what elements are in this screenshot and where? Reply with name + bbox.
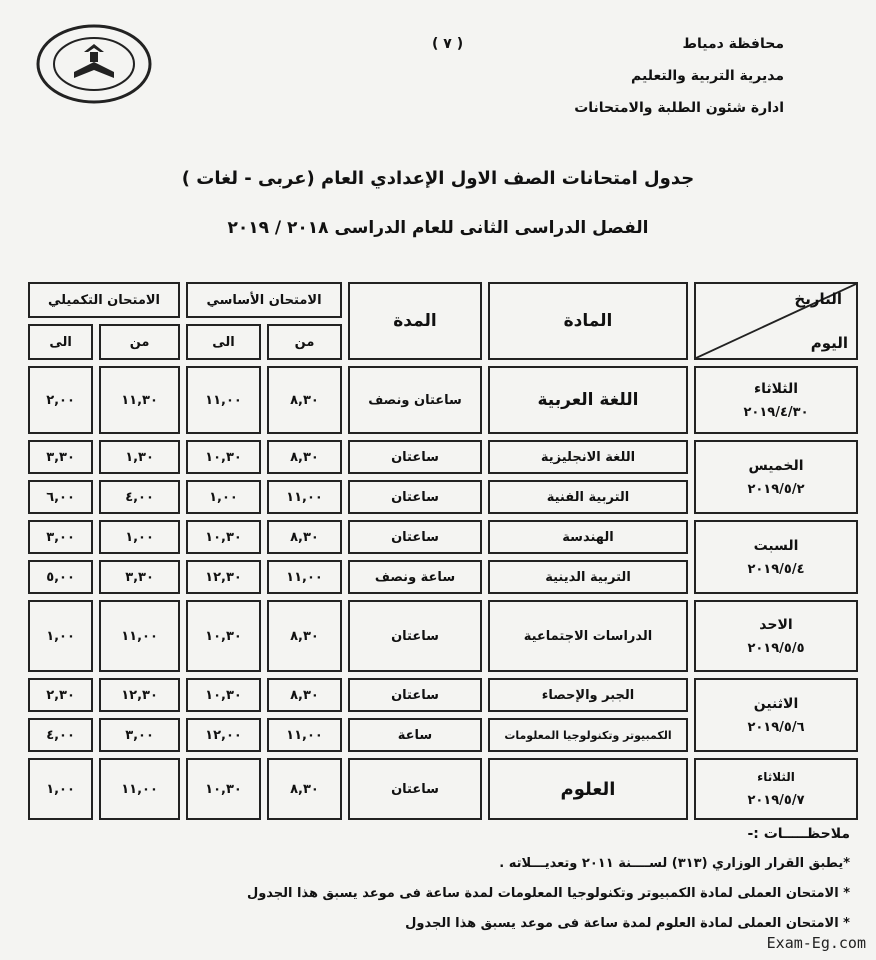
supp-from-cell: ٣,٣٠ bbox=[99, 560, 180, 594]
exam-schedule-table bbox=[22, 276, 864, 826]
supp-from-cell: ١١,٠٠ bbox=[99, 600, 180, 672]
basic-exam-header: الامتحان الأساسي bbox=[186, 282, 342, 318]
day-date: ٢٠١٩/٥/٥ bbox=[747, 640, 805, 656]
basic-from-cell: ٨,٣٠ bbox=[267, 440, 342, 474]
day-name: الاحد bbox=[759, 616, 793, 633]
directorate-line: مديرية التربية والتعليم bbox=[631, 68, 784, 84]
table-row bbox=[28, 678, 858, 712]
basic-from-cell: ٨,٣٠ bbox=[267, 600, 342, 672]
basic-to-cell: ١٠,٣٠ bbox=[186, 600, 261, 672]
basic-to-cell: ١٠,٣٠ bbox=[186, 440, 261, 474]
duration-header: المدة bbox=[348, 282, 482, 360]
basic-to-cell: ١١,٠٠ bbox=[186, 366, 261, 434]
day-date: ٢٠١٩/٥/٤ bbox=[747, 561, 805, 577]
day-name: السبت bbox=[753, 537, 799, 554]
subject-cell: الكمبيوتر وتكنولوجيا المعلومات bbox=[488, 718, 688, 752]
duration-cell: ساعتان bbox=[348, 678, 482, 712]
subject-cell: الجبر والإحصاء bbox=[488, 678, 688, 712]
supp-to-cell: ٥,٠٠ bbox=[28, 560, 93, 594]
supp-to-cell: ٢,٣٠ bbox=[28, 678, 93, 712]
day-header: اليوم bbox=[810, 334, 848, 352]
page-title: جدول امتحانات الصف الاول الإعدادي العام (عربى - لغات ) bbox=[181, 168, 695, 189]
table-row bbox=[28, 600, 858, 672]
day-date: ٢٠١٩/٤/٣٠ bbox=[743, 404, 809, 420]
basic-from-cell: ١١,٠٠ bbox=[267, 718, 342, 752]
table-row bbox=[28, 758, 858, 820]
day-date: ٢٠١٩/٥/٦ bbox=[747, 719, 805, 735]
supp-from-cell: ٤,٠٠ bbox=[99, 480, 180, 514]
day-name: الاثنين bbox=[753, 695, 799, 712]
basic-to-cell: ١٠,٣٠ bbox=[186, 758, 261, 820]
supp-to-cell: ٣,٣٠ bbox=[28, 440, 93, 474]
duration-cell: ساعتان bbox=[348, 480, 482, 514]
supplementary-exam-header: الامتحان التكميلي bbox=[28, 282, 180, 318]
notes-heading: ملاحظـــــات :- bbox=[747, 826, 850, 842]
note-item: * الامتحان العملى لمادة الكمبيوتر وتكنولوجيا المعلومات لمدة ساعة فى موعد يسبق هذا الجدول bbox=[246, 886, 850, 901]
day-name: الثلاثاء bbox=[757, 770, 795, 784]
supp-from-cell: ١,٠٠ bbox=[99, 520, 180, 554]
day-date: ٢٠١٩/٥/٧ bbox=[747, 793, 805, 808]
supp-from-header: من bbox=[99, 324, 180, 360]
supp-from-cell: ٣,٠٠ bbox=[99, 718, 180, 752]
duration-cell: ساعتان bbox=[348, 520, 482, 554]
table-row bbox=[28, 366, 858, 434]
basic-to-cell: ١,٠٠ bbox=[186, 480, 261, 514]
site-watermark: Exam-Eg.com bbox=[766, 934, 866, 952]
basic-to-cell: ١٢,٠٠ bbox=[186, 718, 261, 752]
duration-cell: ساعة bbox=[348, 718, 482, 752]
basic-to-header: الى bbox=[186, 324, 261, 360]
subject-cell: التربية الدينية bbox=[488, 560, 688, 594]
page-number: ( ٧ ) bbox=[432, 36, 464, 52]
supp-to-header: الى bbox=[28, 324, 93, 360]
supp-to-cell: ٤,٠٠ bbox=[28, 718, 93, 752]
seal-logo-icon bbox=[34, 22, 154, 106]
supp-from-cell: ١١,٣٠ bbox=[99, 366, 180, 434]
day-date: ٢٠١٩/٥/٢ bbox=[747, 481, 805, 497]
subject-cell: الدراسات الاجتماعية bbox=[488, 600, 688, 672]
subject-header: المادة bbox=[488, 282, 688, 360]
governorate-line: محافظة دمياط bbox=[682, 36, 784, 52]
basic-from-cell: ٨,٣٠ bbox=[267, 366, 342, 434]
page-subtitle: الفصل الدراسى الثانى للعام الدراسى ٢٠١٨ / ٢٠١٩ bbox=[227, 218, 649, 238]
basic-from-cell: ١١,٠٠ bbox=[267, 480, 342, 514]
duration-cell: ساعتان bbox=[348, 600, 482, 672]
supp-from-cell: ١١,٠٠ bbox=[99, 758, 180, 820]
basic-to-cell: ١٢,٣٠ bbox=[186, 560, 261, 594]
basic-from-header: من bbox=[267, 324, 342, 360]
day-name: الثلاثاء bbox=[753, 380, 799, 397]
subject-cell: اللغة العربية bbox=[488, 366, 688, 434]
basic-from-cell: ٨,٣٠ bbox=[267, 520, 342, 554]
supp-to-cell: ١,٠٠ bbox=[28, 600, 93, 672]
day-name: الخميس bbox=[748, 457, 804, 474]
day-cell bbox=[694, 600, 858, 672]
note-item: * الامتحان العملى لمادة العلوم لمدة ساعة فى موعد يسبق هذا الجدول bbox=[405, 916, 850, 931]
day-cell bbox=[694, 520, 858, 594]
duration-cell: ساعتان ونصف bbox=[348, 366, 482, 434]
subject-cell: العلوم bbox=[488, 758, 688, 820]
supp-from-cell: ١,٣٠ bbox=[99, 440, 180, 474]
duration-cell: ساعتان bbox=[348, 440, 482, 474]
supp-from-cell: ١٢,٣٠ bbox=[99, 678, 180, 712]
basic-from-cell: ٨,٣٠ bbox=[267, 678, 342, 712]
duration-cell: ساعتان bbox=[348, 758, 482, 820]
table-row bbox=[28, 440, 858, 474]
day-cell bbox=[694, 758, 858, 820]
basic-from-cell: ١١,٠٠ bbox=[267, 560, 342, 594]
supp-to-cell: ٦,٠٠ bbox=[28, 480, 93, 514]
date-day-header bbox=[694, 282, 858, 360]
subject-cell: اللغة الانجليزية bbox=[488, 440, 688, 474]
subject-cell: الهندسة bbox=[488, 520, 688, 554]
day-cell bbox=[694, 678, 858, 752]
administration-line: ادارة شئون الطلبة والامتحانات bbox=[574, 100, 784, 116]
note-item: *يطبق القرار الوزاري (٣١٣) لســــنة ٢٠١١ وتعديـــلاته . bbox=[499, 856, 850, 871]
basic-to-cell: ١٠,٣٠ bbox=[186, 520, 261, 554]
subject-cell: التربية الفنية bbox=[488, 480, 688, 514]
supp-to-cell: ١,٠٠ bbox=[28, 758, 93, 820]
day-cell bbox=[694, 440, 858, 514]
supp-to-cell: ٣,٠٠ bbox=[28, 520, 93, 554]
supp-to-cell: ٢,٠٠ bbox=[28, 366, 93, 434]
basic-to-cell: ١٠,٣٠ bbox=[186, 678, 261, 712]
basic-from-cell: ٨,٣٠ bbox=[267, 758, 342, 820]
date-header: التاريخ bbox=[794, 290, 842, 308]
duration-cell: ساعة ونصف bbox=[348, 560, 482, 594]
table-row bbox=[28, 520, 858, 554]
day-cell bbox=[694, 366, 858, 434]
